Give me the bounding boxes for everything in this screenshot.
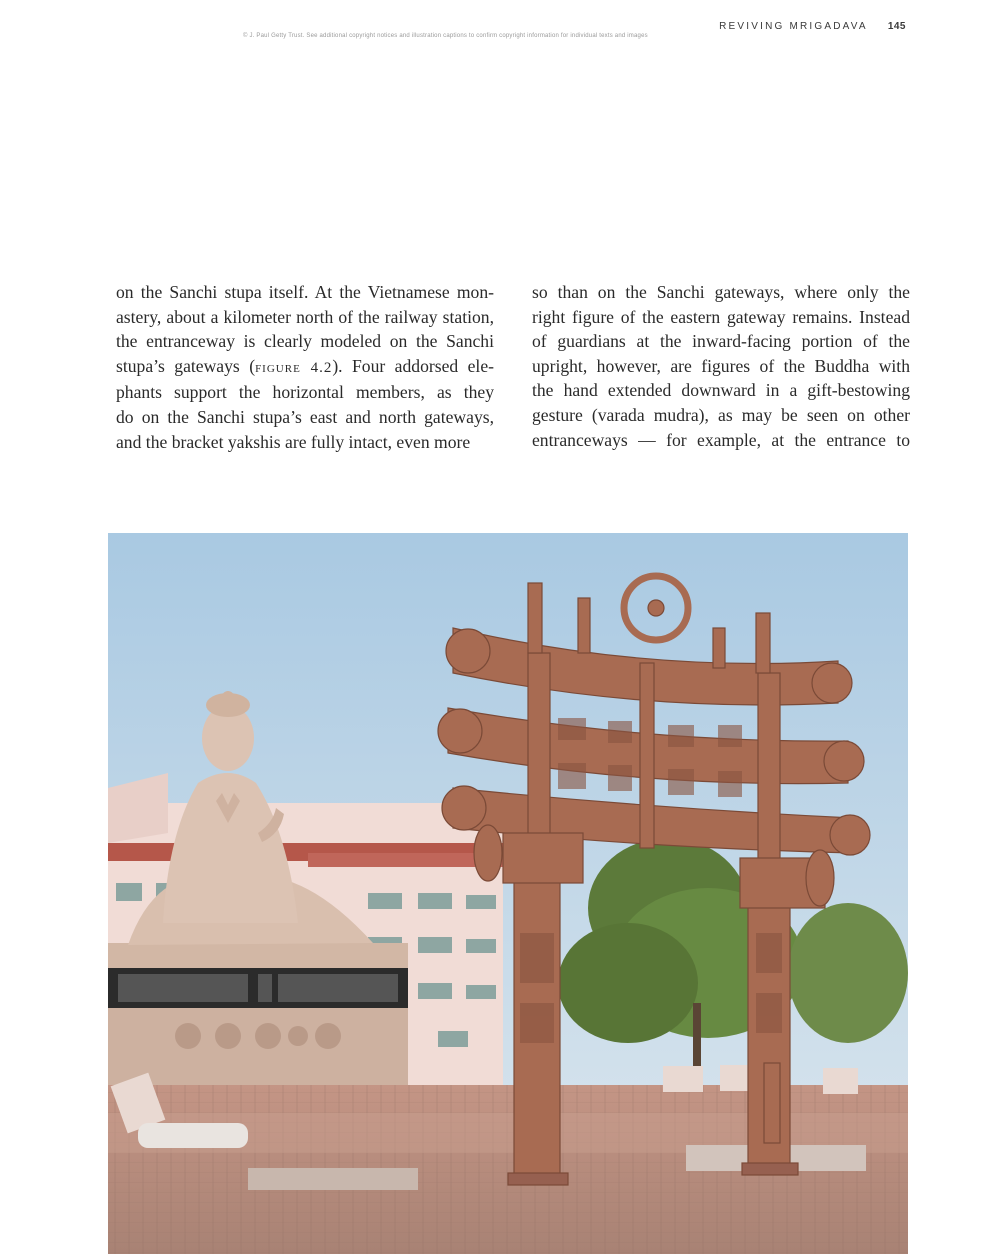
text-line: on the Sanchi stupa itself. At the Vietnamese mon- — [116, 282, 494, 302]
text-line: upright, however, are figures of the Buddha with — [532, 355, 910, 376]
text-line: and the bracket yakshis are fully intact, even more — [116, 431, 471, 452]
text-line: so than on the Sanchi gateways, where only the — [532, 282, 910, 302]
text-line: gesture (varada mudra), as may be seen on other — [532, 404, 910, 425]
text-fragment: stupa’s gateways ( — [116, 355, 256, 376]
figure-reference[interactable]: figure 4.2 — [255, 359, 333, 376]
text-line: do on the Sanchi stupa’s east and north gateways, — [116, 406, 494, 427]
text-fragment: ). Four addorsed ele- — [332, 355, 494, 376]
text-line: phants support the horizontal members, as they — [116, 382, 494, 403]
figure-photo — [108, 533, 908, 1254]
page-number: 145 — [887, 21, 906, 32]
text-line: entranceways — for example, at the entrance to — [532, 429, 910, 450]
text-line: right figure of the eastern gateway remains. Instead — [532, 306, 910, 327]
text-column-left — [116, 280, 494, 454]
text-line: the hand extended downward in a gift-bestowing — [532, 380, 910, 401]
running-head — [719, 21, 906, 32]
running-title: REVIVING MRIGADAVA — [719, 21, 868, 32]
text-line: the entranceway is clearly modeled on the Sanchi — [116, 331, 494, 352]
copyright-notice: © J. Paul Getty Trust. See additional copyright notices and illustration captions to confirm copyright information for individual texts and images — [243, 33, 648, 39]
text-line: astery, about a kilometer north of the railway station, — [116, 306, 494, 327]
gateway-photo-illustration — [108, 533, 908, 1254]
text-line — [116, 354, 494, 381]
text-line: of guardians at the inward-facing portion of the — [532, 331, 910, 352]
text-column-right — [532, 280, 910, 452]
